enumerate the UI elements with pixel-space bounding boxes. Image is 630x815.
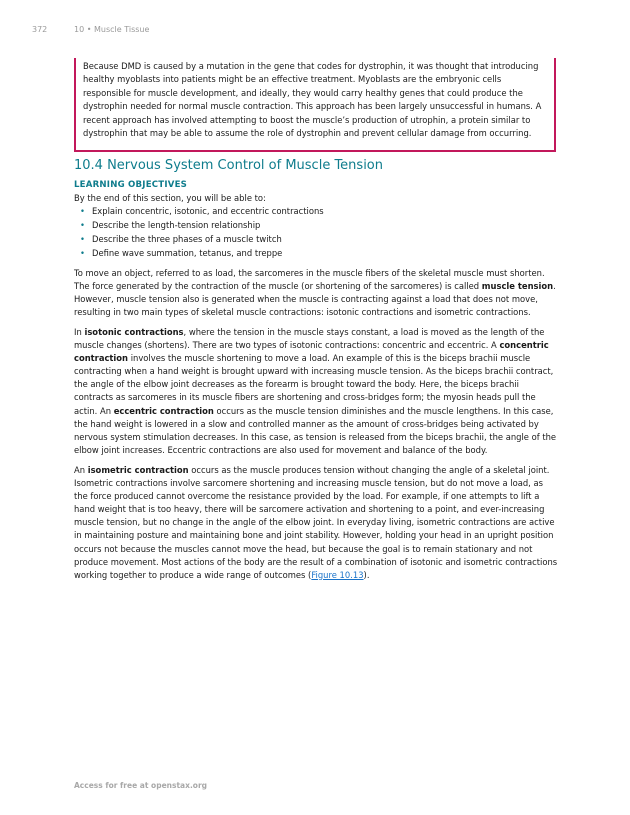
text-run: occurs as the muscle produces tension without changing the angle of a skeletal joint. Isometric contractions involve sarcomere shortening and increasing muscle tension, but do not move a load, as the force produced cannot overcome the resistance provided by the load. For example, if one attempts to lift a hand weight that is too heavy, there will be sarcomere activation and shortening to a point, and ever-increasing muscle tension, but no change in the angle of the elbow joint. In everyday living, isometric contractions are active in maintaining posture and maintaining bone and joint stability. However, holding your head in an upright position occurs not because the muscles cannot move the head, but because the goal is to remain stationary and not produce movement. Most actions of the body are the result of a combination of isotonic and isometric contractions working together to produce a wide range of outcomes ( (74, 464, 558, 580)
callout-text: Because DMD is caused by a mutation in the gene that codes for dystrophin, it was thought that introducing healthy myoblasts into patients might be an effective treatment. Myoblasts are the embryonic cells responsible for muscle development, and ideally, they would carry healthy genes that could produce the dystrophin needed for normal muscle contraction. This approach has been largely unsuccessful in humans. A recent approach has involved attempting to boost the muscle’s production of utrophin, a protein similar to dystrophin that may be able to assume the role of dystrophin and prevent cellular damage from occurring. (83, 61, 542, 139)
text-run: involves the muscle shortening to move a load. An example of this is the biceps brachii muscle contracting when a hand weight is brought upward with increasing muscle tension. As the biceps brachii contract, the angle of the elbow joint decreases as the forearm is brought toward the body. Here, the biceps brachii contracts as sarcomeres in its muscle fibers are shortening and cross-bridges form; the myosin heads pull the actin. An (74, 353, 554, 416)
paragraph-isotonic (74, 326, 558, 457)
text-run: . However, muscle tension also is generated when the muscle is contracting against a load that does not move, resulting in two main types of skeletal muscle contractions: isotonic contractions and isometric contractions. (74, 280, 556, 317)
objective-item: • Describe the length-tension relationship (74, 219, 558, 233)
objective-item: • Explain concentric, isotonic, and eccentric contractions (74, 205, 558, 219)
chapter-label: 10 • Muscle Tissue (74, 25, 150, 34)
term-isotonic-contractions: isotonic contractions (84, 327, 184, 337)
page-number: 372 (32, 25, 48, 34)
learning-objectives-list (74, 205, 558, 261)
running-head (32, 25, 149, 34)
term-eccentric-contraction: eccentric contraction (113, 405, 214, 416)
text-run: ). (363, 569, 370, 580)
paragraph-isometric (74, 464, 558, 582)
text-run: , where the tension in the muscle stays constant, a load is moved as the length of the muscle changes (shortens). There are two types of isotonic contractions: concentric and eccentric. A (74, 327, 545, 351)
term-concentric-contraction: concentric contraction (74, 340, 549, 364)
learning-objectives-heading: LEARNING OBJECTIVES (74, 180, 188, 190)
footer-access-note: Access for free at openstax.org (74, 781, 208, 790)
objective-item: • Describe the three phases of a muscle twitch (74, 233, 558, 247)
learning-objectives-intro: By the end of this section, you will be able to: (74, 193, 266, 203)
text-run: In (74, 327, 85, 337)
text-run: occurs as the muscle tension diminishes and the muscle lengthens. In this case, the hand weight is lowered in a slow and controlled manner as the amount of cross-bridges being activated by nervous system stimulation decreases. In this case, as tension is released from the biceps brachii, the angle of the elbow joint increases. Eccentric contractions are also used for movement and balance of the body. (74, 405, 557, 455)
section-title: 10.4 Nervous System Control of Muscle Tension (74, 158, 383, 173)
callout-box (74, 58, 556, 152)
term-muscle-tension: muscle tension (481, 280, 554, 291)
text-run: To move an object, referred to as load, the sarcomeres in the muscle fibers of the skeletal muscle must shorten. The force generated by the contraction of the muscle (or shortening of the sarcomeres) is called (74, 267, 545, 291)
paragraph-muscle-tension (74, 267, 558, 319)
term-isometric-contraction: isometric contraction (87, 464, 189, 475)
main-content (74, 157, 558, 589)
objective-item: • Define wave summation, tetanus, and treppe (74, 247, 558, 261)
figure-link[interactable]: Figure 10.13 (311, 569, 364, 580)
text-run: An (74, 464, 88, 475)
